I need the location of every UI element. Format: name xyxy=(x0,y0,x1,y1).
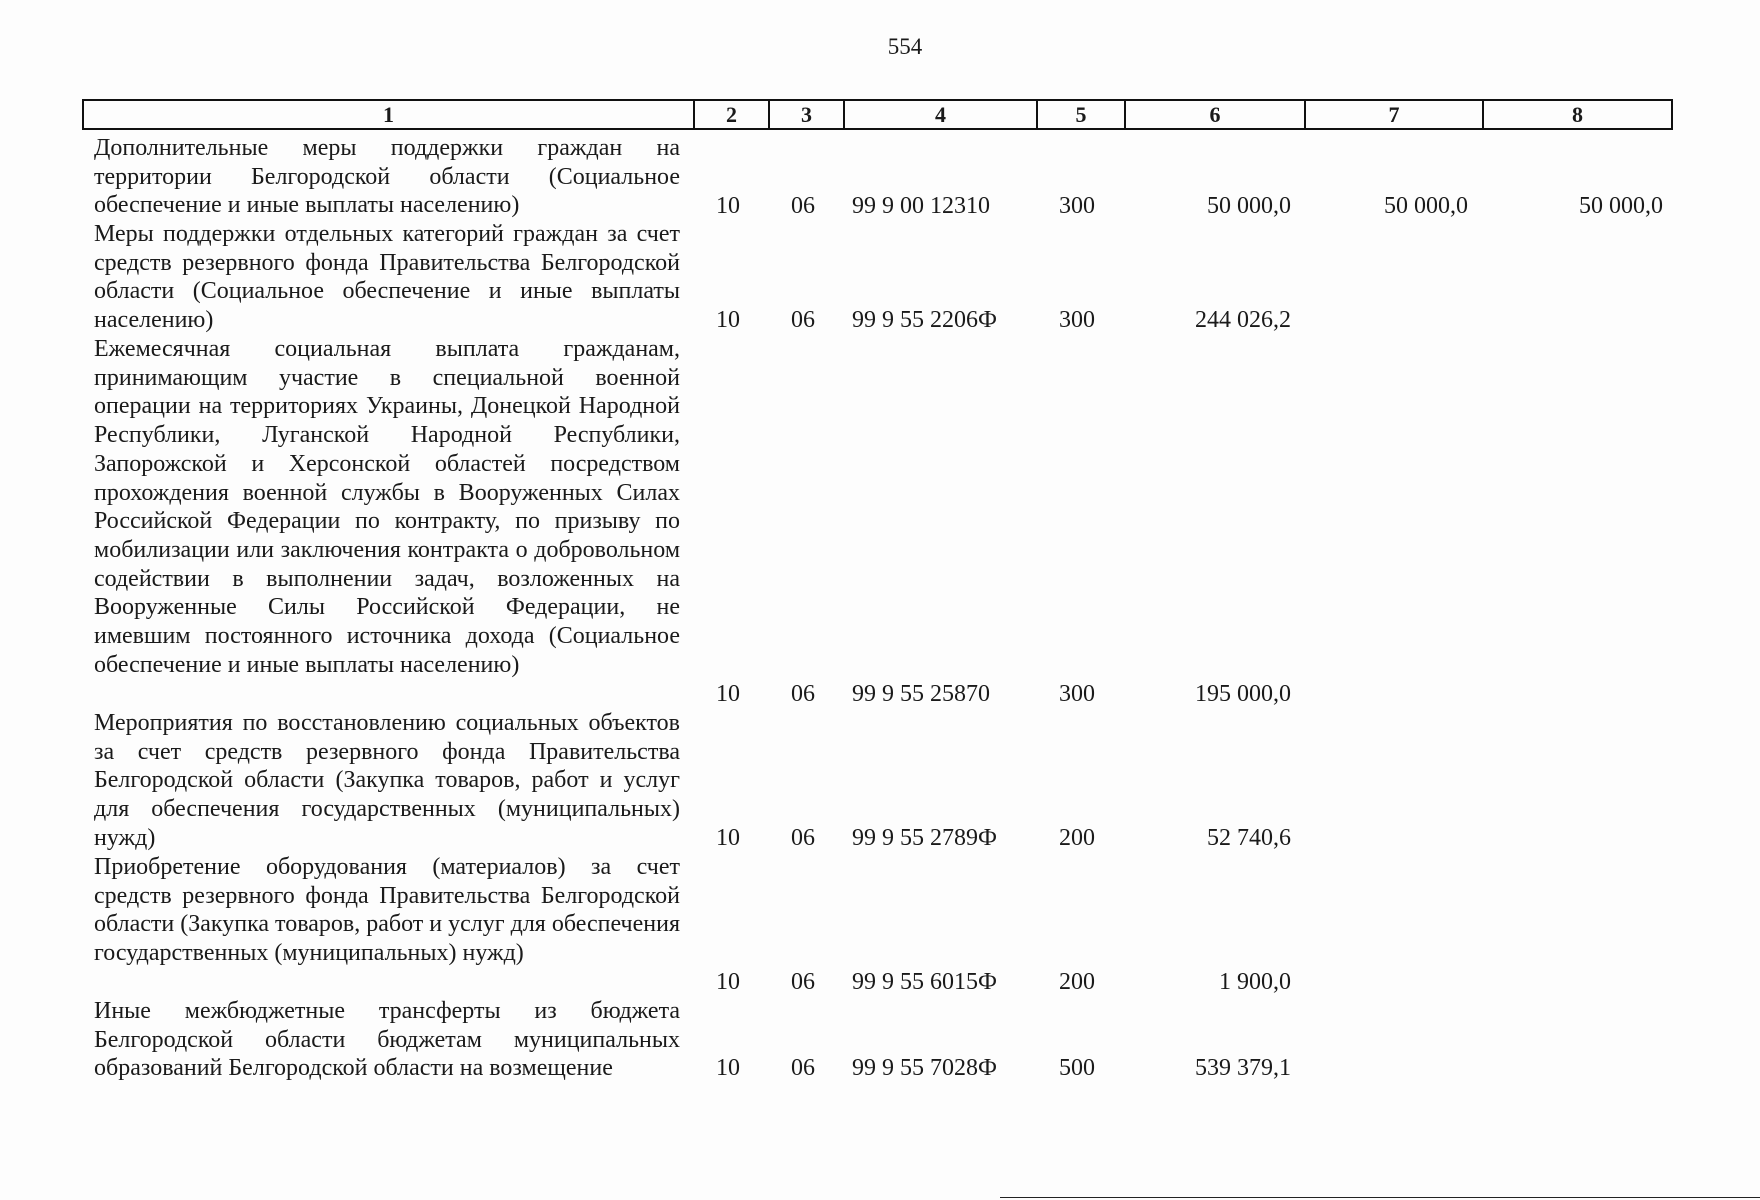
row-expense-type: 200 xyxy=(1059,825,1095,851)
header-col-3: 3 xyxy=(768,101,843,128)
row-subsection: 06 xyxy=(791,1055,815,1081)
row-target-code: 99 9 55 2789Ф xyxy=(852,825,997,851)
row-subsection: 06 xyxy=(791,969,815,995)
table-header xyxy=(82,99,1673,130)
row-amount-1: 52 740,6 xyxy=(1207,825,1291,851)
header-col-5: 5 xyxy=(1036,101,1124,128)
row-description: Ежемесячная социальная выплата гражданам, принимающим участие в специальной военной операции на территориях Украины, Донецкой Народной Республики, Луганской Народной Республики, Запорожской и Херсонской областей посредством прохождения военной службы в Вооруженных Силах Российской Федерации по контракту, по призыву по мобилизации или заключения контракта о добровольном содействии в выполнении задач, возложенных на Вооруженные Силы Российской Федерации, не имевшим постоянного источника дохода (Социальное обеспечение и иные выплаты населению) xyxy=(94,336,680,678)
header-col-8: 8 xyxy=(1482,101,1671,128)
row-description: Приобретение оборудования (материалов) за счет средств резервного фонда Правительства Белгородской области (Закупка товаров, работ и услуг для обеспечения государственных (муниципальных) нужд) xyxy=(94,854,680,967)
row-subsection: 06 xyxy=(791,681,815,707)
bottom-rule xyxy=(1000,1197,1760,1198)
row-target-code: 99 9 55 6015Ф xyxy=(852,969,997,995)
row-target-code: 99 9 55 25870 xyxy=(852,681,990,707)
row-description: Мероприятия по восстановлению социальных объектов за счет средств резервного фонда Правительства Белгородской области (Закупка товаров, работ и услуг для обеспечения государственных (муниципальных) нужд) xyxy=(94,710,680,851)
row-section: 10 xyxy=(716,1055,740,1081)
row-description: Меры поддержки отдельных категорий граждан за счет средств резервного фонда Правительства Белгородской области (Социальное обеспечение и иные выплаты населению) xyxy=(94,221,680,334)
row-section: 10 xyxy=(716,825,740,851)
header-col-2: 2 xyxy=(693,101,768,128)
row-section: 10 xyxy=(716,307,740,333)
row-subsection: 06 xyxy=(791,825,815,851)
row-amount-1: 539 379,1 xyxy=(1195,1055,1291,1081)
row-target-code: 99 9 00 12310 xyxy=(852,193,990,219)
header-col-6: 6 xyxy=(1124,101,1304,128)
row-section: 10 xyxy=(716,969,740,995)
row-subsection: 06 xyxy=(791,193,815,219)
header-col-4: 4 xyxy=(843,101,1036,128)
header-col-1: 1 xyxy=(383,101,394,127)
row-amount-2: 50 000,0 xyxy=(1384,193,1468,219)
row-description: Иные межбюджетные трансферты из бюджета Белгородской области бюджетам муниципальных образований Белгородской области на возмещение xyxy=(94,998,680,1082)
row-expense-type: 200 xyxy=(1059,969,1095,995)
row-section: 10 xyxy=(716,193,740,219)
row-amount-1: 244 026,2 xyxy=(1195,307,1291,333)
row-amount-1: 195 000,0 xyxy=(1195,681,1291,707)
row-expense-type: 300 xyxy=(1059,193,1095,219)
row-target-code: 99 9 55 2206Ф xyxy=(852,307,997,333)
row-section: 10 xyxy=(716,681,740,707)
row-amount-1: 1 900,0 xyxy=(1219,969,1291,995)
row-amount-3: 50 000,0 xyxy=(1579,193,1663,219)
row-description: Дополнительные меры поддержки граждан на территории Белгородской области (Социальное обеспечение и иные выплаты населению) xyxy=(94,135,680,219)
row-amount-1: 50 000,0 xyxy=(1207,193,1291,219)
row-expense-type: 300 xyxy=(1059,307,1095,333)
row-expense-type: 300 xyxy=(1059,681,1095,707)
row-target-code: 99 9 55 7028Ф xyxy=(852,1055,997,1081)
header-col-7: 7 xyxy=(1304,101,1482,128)
row-expense-type: 500 xyxy=(1059,1055,1095,1081)
row-subsection: 06 xyxy=(791,307,815,333)
page-number: 554 xyxy=(887,34,923,59)
